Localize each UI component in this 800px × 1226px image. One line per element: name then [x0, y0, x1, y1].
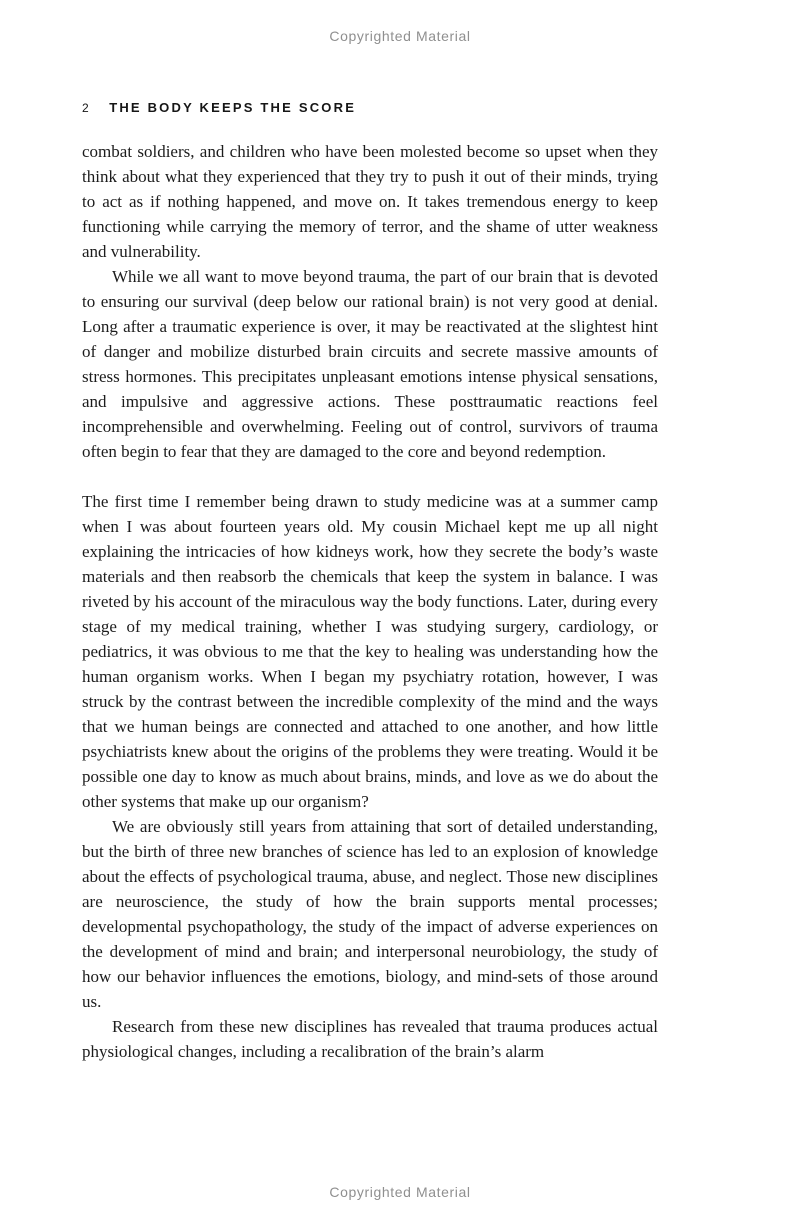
- copyright-notice-bottom: Copyrighted Material: [329, 1184, 471, 1200]
- page-body: [82, 139, 658, 1064]
- page-number: 2: [82, 101, 90, 115]
- running-header: [82, 100, 658, 115]
- paragraph: Research from these new disciplines has revealed that trauma produces actual physiological changes, including a recalibration of the brain’s alarm: [82, 1017, 658, 1061]
- paragraph: We are obviously still years from attaining that sort of detailed understanding, but the birth of three new branches of science has led to an explosion of knowledge about the effects of psychological trauma, abuse, and neglect. Those new disciplines are neuroscience, the study of how the brain supports mental processes; developmental psychopathology, the study of the impact of adverse experiences on the development of mind and brain; and interpersonal neurobiology, the study of how our behavior influences the emotions, biology, and mind-sets of those around us.: [82, 817, 658, 1011]
- book-title: THE BODY KEEPS THE SCORE: [109, 100, 357, 115]
- paragraph: While we all want to move beyond trauma, the part of our brain that is devoted to ensuring our survival (deep below our rational brain) is not very good at denial. Long after a traumatic experience is over, it may be reactivated at the slightest hint of danger and mobilize disturbed brain circuits and secrete massive amounts of stress hormones. This precipitates unpleasant emotions intense physical sensations, and impulsive and aggressive actions. These posttraumatic reactions feel incomprehensible and overwhelming. Feeling out of control, survivors of trauma often begin to fear that they are damaged to the core and beyond redemption.: [82, 267, 658, 461]
- page-content: [82, 100, 658, 1064]
- paragraph: The first time I remember being drawn to study medicine was at a summer camp when I was about fourteen years old. My cousin Michael kept me up all night explaining the intricacies of how kidneys work, how they secrete the body’s waste materials and then reabsorb the chemicals that keep the system in balance. I was riveted by his account of the miraculous way the body functions. Later, during every stage of my medical training, whether I was studying surgery, cardiology, or pediatrics, it was obvious to me that the key to healing was understanding how the human organism works. When I began my psychiatry rotation, however, I was struck by the contrast between the incredible complexity of the mind and the ways that we human beings are connected and attached to one another, and how little psychiatrists knew about the origins of the problems they were treating. Would it be possible one day to know as much about brains, minds, and love as we do about the other systems that make up our organism?: [82, 492, 658, 811]
- copyright-notice-top: Copyrighted Material: [329, 28, 471, 44]
- paragraph: combat soldiers, and children who have been molested become so upset when they think about what they experienced that they try to push it out of their minds, trying to act as if nothing happened, and move on. It takes tremendous energy to keep functioning while carrying the memory of terror, and the shame of utter weakness and vulnerability.: [82, 142, 658, 261]
